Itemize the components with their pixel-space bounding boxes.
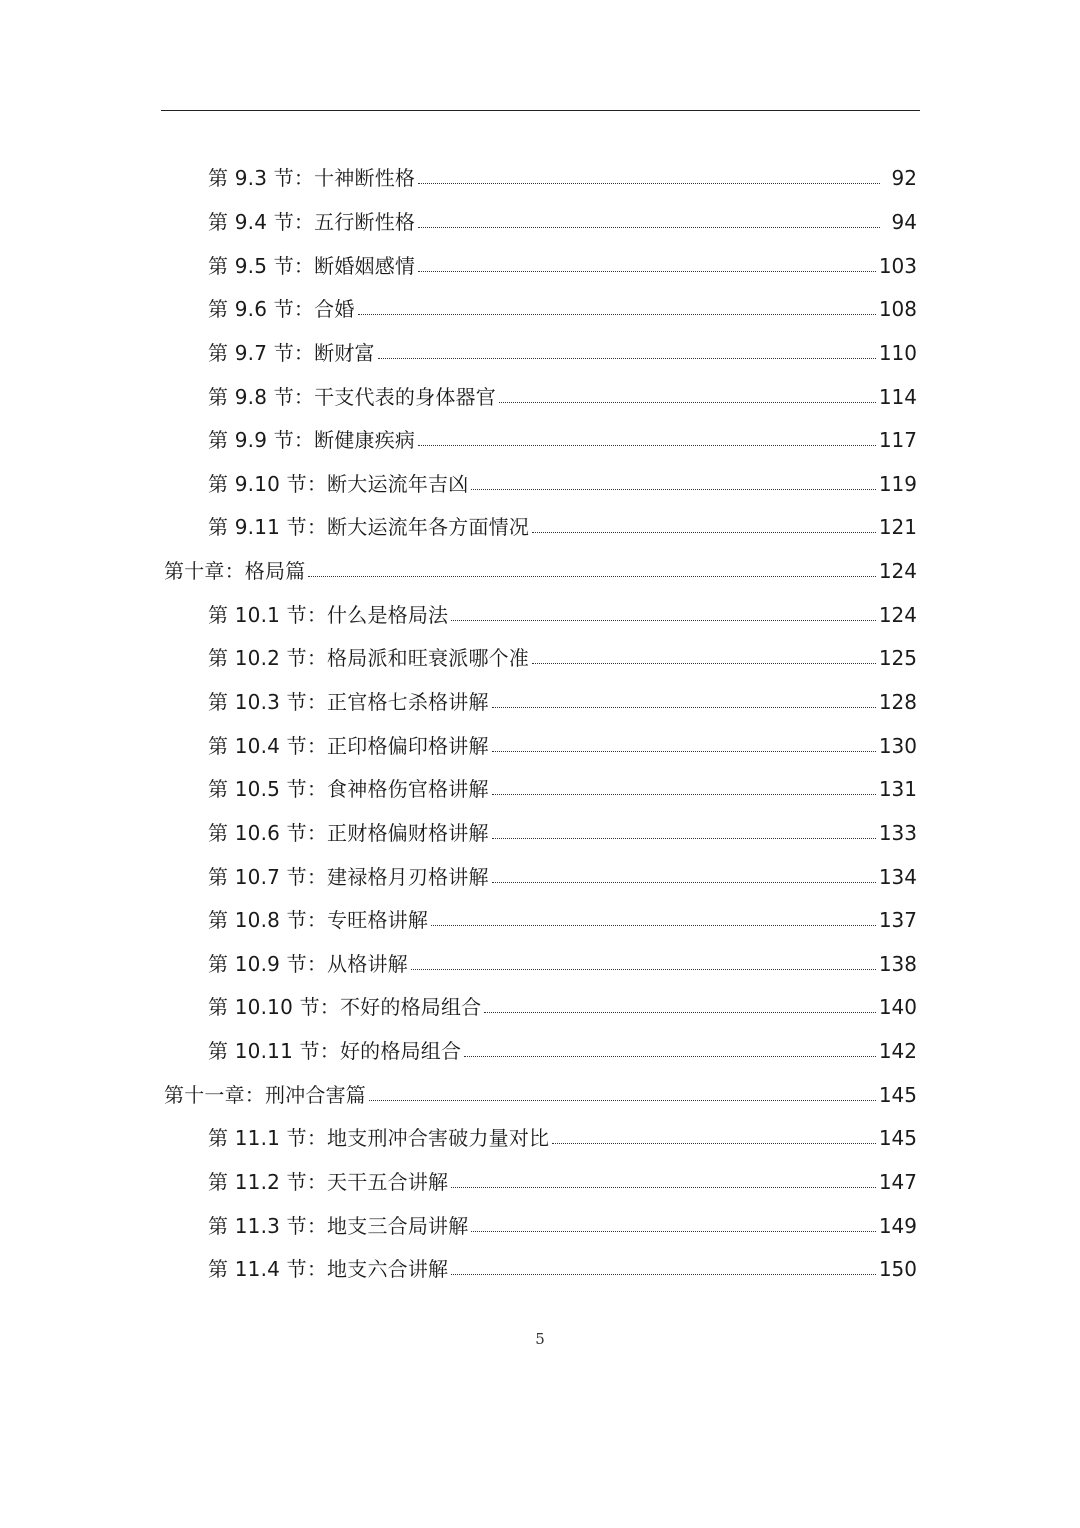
toc-section-entry[interactable] <box>0 244 1080 288</box>
toc-dot-leader <box>451 1274 876 1275</box>
toc-dot-leader <box>532 532 876 533</box>
toc-dot-leader <box>484 1012 875 1013</box>
toc-section-entry[interactable] <box>0 943 1080 987</box>
toc-dot-leader <box>369 1100 876 1101</box>
toc-section-entry[interactable] <box>0 201 1080 245</box>
toc-dot-leader <box>499 402 876 403</box>
toc-dot-leader <box>431 925 876 926</box>
toc-entry-title: 第 10.5 节：食神格伤官格讲解 <box>208 777 489 802</box>
toc-entry-page-number: 145 <box>878 1082 917 1107</box>
toc-entry-title: 第 9.11 节：断大运流年各方面情况 <box>208 515 530 540</box>
toc-dot-leader <box>552 1143 876 1144</box>
table-of-contents <box>0 157 1080 1292</box>
toc-dot-leader <box>418 227 880 228</box>
page-number: 5 <box>535 1330 545 1348</box>
toc-entry-title: 第 9.10 节：断大运流年吉凶 <box>208 471 469 496</box>
toc-entry-page-number: 114 <box>878 384 917 409</box>
toc-entry-title: 第 11.2 节：天干五合讲解 <box>208 1170 449 1195</box>
toc-dot-leader <box>492 882 876 883</box>
toc-entry-page-number: 125 <box>878 646 917 671</box>
toc-dot-leader <box>471 1231 875 1232</box>
toc-entry-title: 第十章：格局篇 <box>164 559 306 584</box>
toc-entry-page-number: 140 <box>878 995 917 1020</box>
toc-dot-leader <box>418 271 876 272</box>
toc-section-entry[interactable] <box>0 1248 1080 1292</box>
toc-entry-title: 第 10.4 节：正印格偏印格讲解 <box>208 733 489 758</box>
toc-section-entry[interactable] <box>0 462 1080 506</box>
toc-entry-page-number: 124 <box>878 602 917 627</box>
toc-section-entry[interactable] <box>0 899 1080 943</box>
toc-dot-leader <box>492 751 876 752</box>
toc-section-entry[interactable] <box>0 1030 1080 1074</box>
toc-section-entry[interactable] <box>0 812 1080 856</box>
toc-dot-leader <box>451 620 876 621</box>
toc-entry-title: 第 10.11 节：好的格局组合 <box>208 1039 462 1064</box>
toc-entry-page-number: 149 <box>878 1213 917 1238</box>
toc-dot-leader <box>378 358 876 359</box>
toc-dot-leader <box>418 445 876 446</box>
toc-entry-page-number: 130 <box>878 733 917 758</box>
toc-dot-leader <box>358 314 876 315</box>
toc-entry-page-number: 94 <box>891 209 917 234</box>
toc-dot-leader <box>492 838 876 839</box>
toc-dot-leader <box>492 794 876 795</box>
toc-entry-page-number: 117 <box>878 428 917 453</box>
toc-entry-title: 第 10.2 节：格局派和旺衰派哪个准 <box>208 646 530 671</box>
toc-section-entry[interactable] <box>0 506 1080 550</box>
toc-section-entry[interactable] <box>0 681 1080 725</box>
toc-section-entry[interactable] <box>0 332 1080 376</box>
toc-entry-page-number: 145 <box>878 1126 917 1151</box>
toc-entry-title: 第 9.8 节：干支代表的身体器官 <box>208 384 496 409</box>
toc-entry-title: 第 10.7 节：建禄格月刃格讲解 <box>208 864 489 889</box>
toc-section-entry[interactable] <box>0 288 1080 332</box>
toc-dot-leader <box>464 1056 876 1057</box>
toc-section-entry[interactable] <box>0 593 1080 637</box>
toc-dot-leader <box>308 576 875 577</box>
toc-entry-title: 第 9.7 节：断财富 <box>208 340 375 365</box>
toc-entry-page-number: 134 <box>878 864 917 889</box>
header-rule <box>161 110 920 111</box>
toc-entry-title: 第 11.4 节：地支六合讲解 <box>208 1257 449 1282</box>
toc-entry-page-number: 131 <box>878 777 917 802</box>
toc-entry-title: 第 11.1 节：地支刑冲合害破力量对比 <box>208 1126 550 1151</box>
toc-chapter-entry[interactable] <box>0 550 1080 594</box>
toc-entry-page-number: 147 <box>878 1170 917 1195</box>
toc-section-entry[interactable] <box>0 724 1080 768</box>
toc-section-entry[interactable] <box>0 855 1080 899</box>
toc-entry-title: 第 10.10 节：不好的格局组合 <box>208 995 482 1020</box>
toc-dot-leader <box>411 969 876 970</box>
toc-section-entry[interactable] <box>0 1161 1080 1205</box>
toc-entry-page-number: 128 <box>878 690 917 714</box>
toc-section-entry[interactable] <box>0 986 1080 1030</box>
toc-dot-leader <box>471 489 875 490</box>
toc-entry-title: 第十一章：刑冲合害篇 <box>164 1082 366 1107</box>
toc-chapter-entry[interactable] <box>0 1073 1080 1117</box>
toc-entry-page-number: 121 <box>878 515 917 540</box>
toc-entry-page-number: 133 <box>878 820 917 845</box>
toc-dot-leader <box>532 663 876 664</box>
toc-section-entry[interactable] <box>0 419 1080 463</box>
toc-section-entry[interactable] <box>0 637 1080 681</box>
toc-entry-title: 第 10.8 节：专旺格讲解 <box>208 908 429 933</box>
toc-entry-page-number: 108 <box>878 297 917 322</box>
toc-entry-title: 第 10.9 节：从格讲解 <box>208 951 408 976</box>
toc-entry-title: 第 9.4 节：五行断性格 <box>208 209 416 234</box>
toc-entry-title: 第 10.3 节：正官格七杀格讲解 <box>208 690 489 714</box>
toc-entry-title: 第 9.3 节：十神断性格 <box>208 166 416 191</box>
toc-entry-page-number: 92 <box>891 166 917 191</box>
toc-section-entry[interactable] <box>0 1204 1080 1248</box>
toc-entry-page-number: 138 <box>878 951 917 976</box>
toc-section-entry[interactable] <box>0 1117 1080 1161</box>
toc-entry-page-number: 150 <box>878 1257 917 1282</box>
toc-dot-leader <box>418 183 880 184</box>
toc-section-entry[interactable] <box>0 768 1080 812</box>
toc-entry-page-number: 110 <box>878 340 917 365</box>
toc-entry-title: 第 10.1 节：什么是格局法 <box>208 602 449 627</box>
toc-entry-title: 第 10.6 节：正财格偏财格讲解 <box>208 820 489 845</box>
toc-entry-page-number: 119 <box>878 471 917 496</box>
toc-entry-page-number: 137 <box>878 908 917 933</box>
toc-entry-title: 第 11.3 节：地支三合局讲解 <box>208 1213 469 1238</box>
toc-entry-title: 第 9.5 节：断婚姻感情 <box>208 253 416 278</box>
toc-dot-leader <box>451 1187 876 1188</box>
toc-entry-title: 第 9.6 节：合婚 <box>208 297 355 322</box>
toc-section-entry[interactable] <box>0 157 1080 201</box>
toc-entry-page-number: 142 <box>878 1039 917 1064</box>
toc-entry-title: 第 9.9 节：断健康疾病 <box>208 428 416 453</box>
toc-entry-page-number: 124 <box>878 559 917 584</box>
toc-dot-leader <box>492 707 876 708</box>
toc-section-entry[interactable] <box>0 375 1080 419</box>
toc-entry-page-number: 103 <box>878 253 917 278</box>
